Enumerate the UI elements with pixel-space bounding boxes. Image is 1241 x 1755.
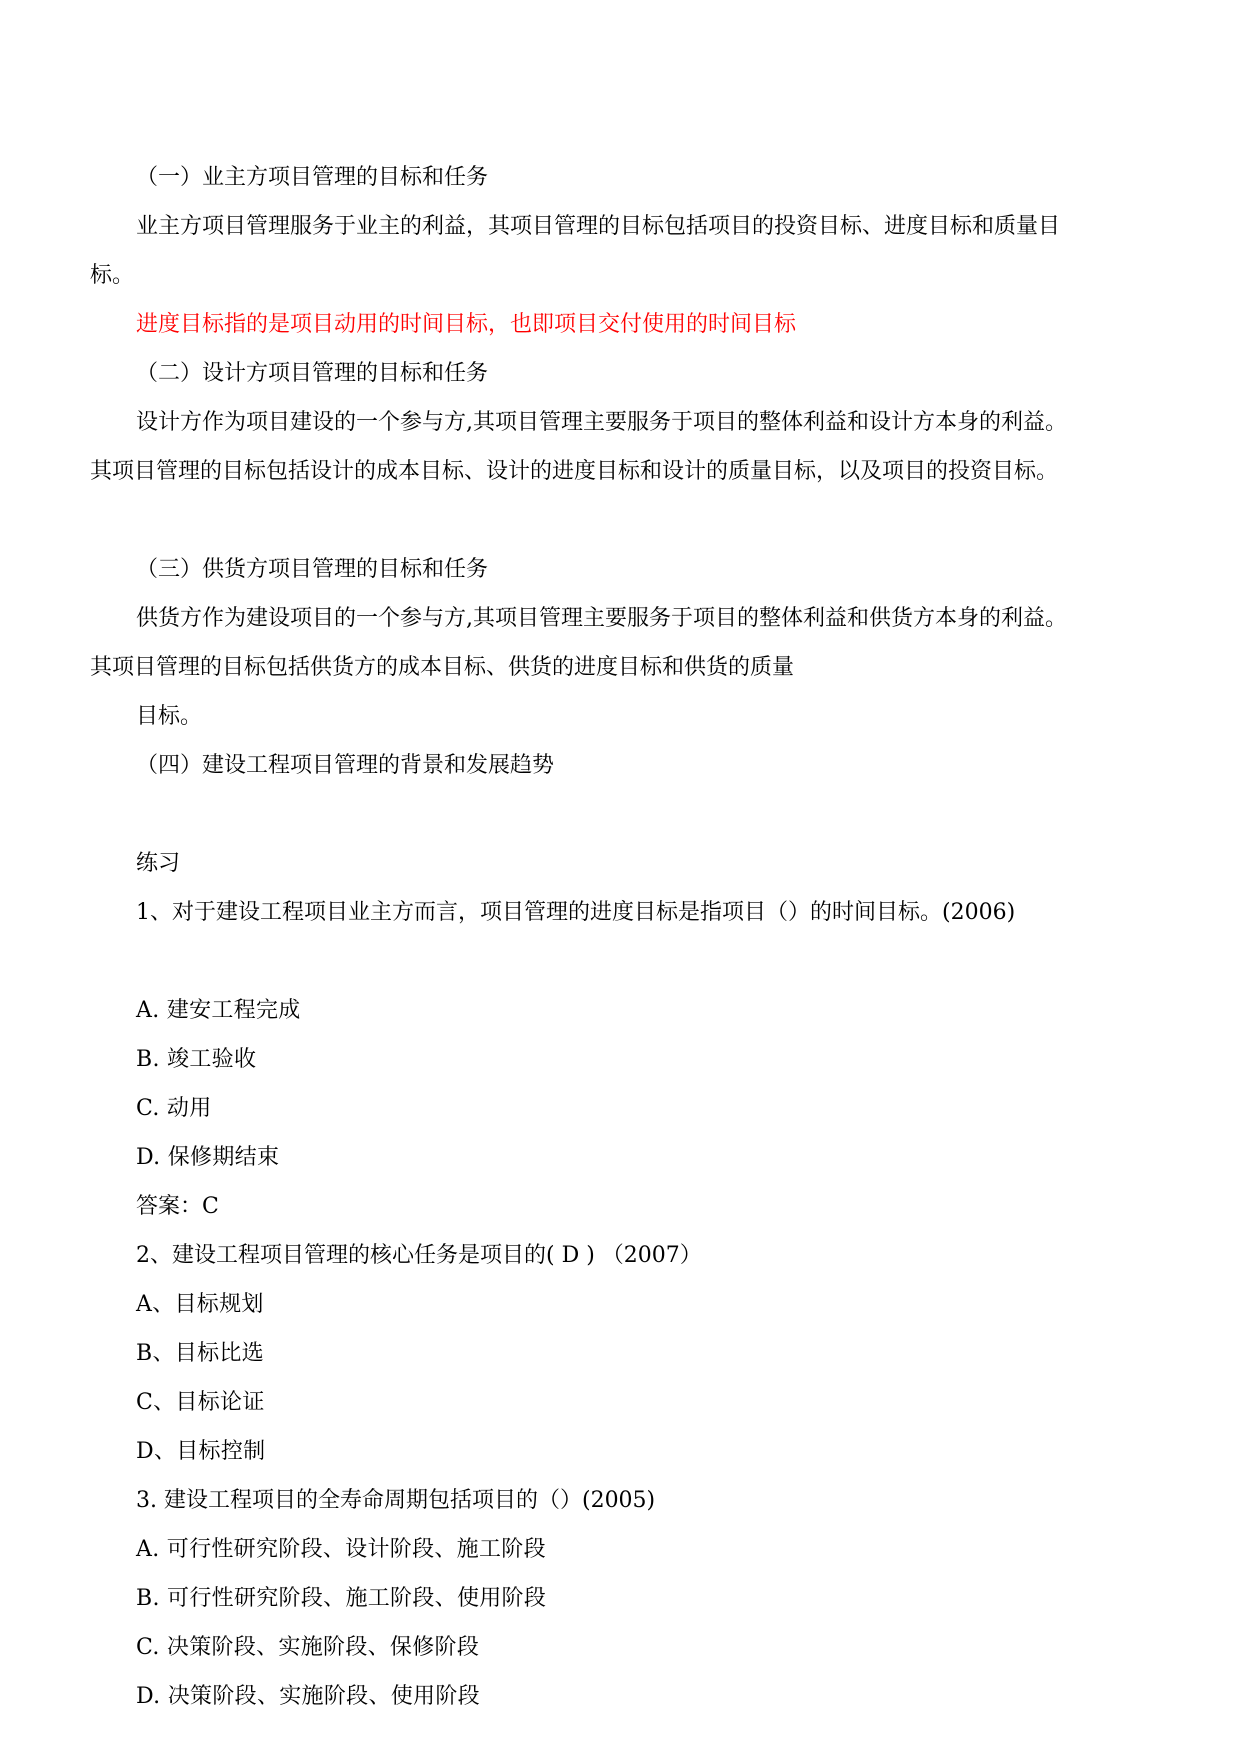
- q1-answer: 答案：C: [136, 1194, 219, 1219]
- section-heading-supplier: （三）供货方项目管理的目标和任务: [136, 557, 489, 582]
- section-heading-owner: （一）业主方项目管理的目标和任务: [136, 165, 489, 190]
- q1-option-d: D. 保修期结束: [136, 1145, 280, 1170]
- paragraph-designer-line-1: 设计方作为项目建设的一个参与方,其项目管理主要服务于项目的整体利益和设计方本身的利益。: [136, 410, 1067, 435]
- question-2: 2、建设工程项目管理的核心任务是项目的( D ) （2007）: [136, 1243, 702, 1268]
- paragraph-supplier-line-2: 其项目管理的目标包括供货方的成本目标、供货的进度目标和供货的质量: [90, 655, 795, 680]
- q3-option-d: D. 决策阶段、实施阶段、使用阶段: [136, 1684, 480, 1709]
- paragraph-owner-line-1: 业主方项目管理服务于业主的利益，其项目管理的目标包括项目的投资目标、进度目标和质量目: [136, 214, 1061, 239]
- question-3: 3. 建设工程项目的全寿命周期包括项目的（）(2005): [136, 1488, 656, 1513]
- q1-option-b: B. 竣工验收: [136, 1047, 257, 1072]
- q2-option-c: C、目标论证: [136, 1390, 265, 1415]
- paragraph-designer-line-2: 其项目管理的目标包括设计的成本目标、设计的进度目标和设计的质量目标，以及项目的投资目标。: [90, 459, 1059, 484]
- q2-option-d: D、目标控制: [136, 1439, 266, 1464]
- q2-option-a: A、目标规划: [136, 1292, 264, 1317]
- exercises-title: 练习: [136, 851, 181, 876]
- q1-option-a: A. 建安工程完成: [136, 998, 301, 1023]
- paragraph-supplier-line-1: 供货方作为建设项目的一个参与方,其项目管理主要服务于项目的整体利益和供货方本身的利益。: [136, 606, 1067, 631]
- paragraph-supplier-line-3: 目标。: [136, 704, 203, 729]
- highlight-note: 进度目标指的是项目动用的时间目标，也即项目交付使用的时间目标: [136, 312, 797, 337]
- q1-option-c: C. 动用: [136, 1096, 212, 1121]
- q3-option-b: B. 可行性研究阶段、施工阶段、使用阶段: [136, 1586, 547, 1611]
- section-heading-background: （四）建设工程项目管理的背景和发展趋势: [136, 753, 555, 778]
- section-heading-designer: （二）设计方项目管理的目标和任务: [136, 361, 489, 386]
- question-1: 1、对于建设工程项目业主方而言，项目管理的进度目标是指项目（）的时间目标。(2006): [136, 900, 1016, 925]
- q2-option-b: B、目标比选: [136, 1341, 264, 1366]
- paragraph-owner-line-2: 标。: [90, 263, 135, 288]
- q3-option-c: C. 决策阶段、实施阶段、保修阶段: [136, 1635, 480, 1660]
- q3-option-a: A. 可行性研究阶段、设计阶段、施工阶段: [136, 1537, 546, 1562]
